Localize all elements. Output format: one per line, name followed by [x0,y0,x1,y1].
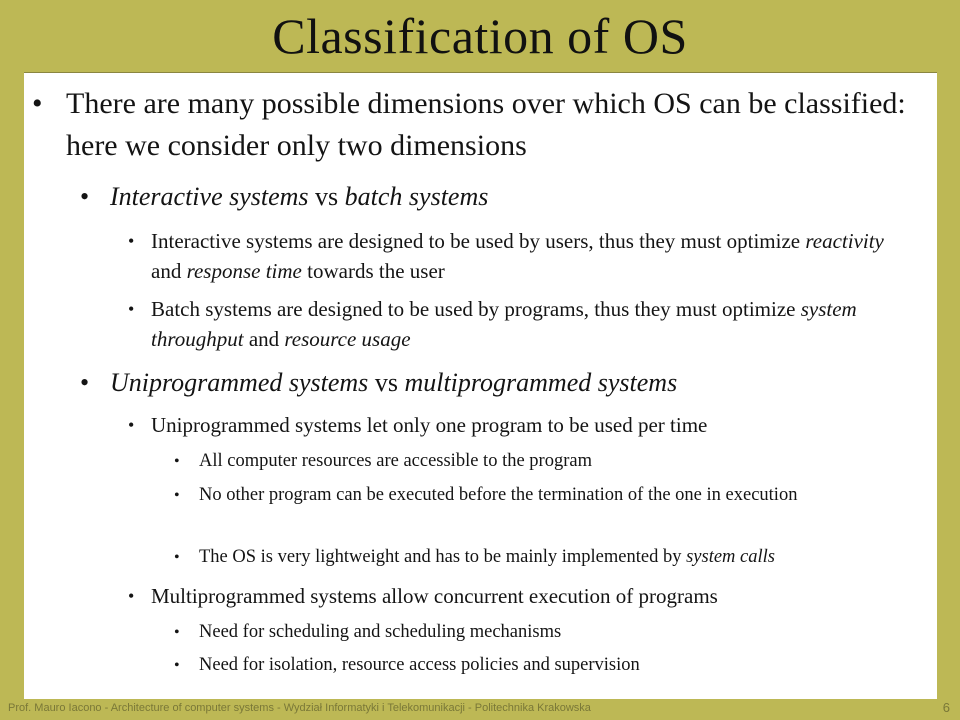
bullet-interactive-vs-batch [80,180,900,214]
slide-footer: Prof. Mauro Iacono - Architecture of computer systems - Wydział Informatyki i Telekomunikacji - Politechnika Krakowska [8,702,591,714]
bullet-text: Need for isolation, resource access policies and supervision [199,655,640,675]
text-part: Interactive systems are designed to be used by users, thus they must optimize [151,229,806,253]
term-reactivity: reactivity [805,229,884,253]
bullet-text: Multiprogrammed systems allow concurrent execution of programs [151,584,718,608]
term-system-throughput: system throughput [151,297,857,351]
bullet-dot-icon: • [32,87,43,120]
vs-text: vs [308,182,345,211]
term-uniprogrammed-systems: Uniprogrammed systems [110,368,369,397]
bullet-multi-sub2 [174,652,929,679]
bullet-interactive-desc [128,226,918,286]
vs-text: vs [368,368,405,397]
bullet-multi-sub1 [174,619,929,646]
term-system-calls: system calls [686,547,775,567]
bullet-dot-icon: • [174,453,180,470]
bullet-uni-sub1 [174,448,929,475]
bullet-dot-icon: • [80,368,90,397]
bullet-uni-vs-multi [80,366,920,400]
bullet-text: All computer resources are accessible to the program [199,451,592,471]
bullet-intro [32,83,912,167]
text-part: towards the user [301,259,445,283]
term-resource-usage: resource usage [284,327,411,351]
slide-title: Classification of OS [272,8,688,64]
bullet-text: Uniprogrammed systems let only one program to be used per time [151,413,708,437]
bullet-text: Need for scheduling and scheduling mechanisms [199,622,562,642]
term-interactive-systems: Interactive systems [110,182,309,211]
bullet-dot-icon: • [174,549,180,566]
bullet-dot-icon: • [128,415,135,435]
bullet-uni-sub3 [174,544,936,571]
term-batch-systems: batch systems [344,182,489,211]
bullet-dot-icon: • [174,624,180,641]
bullet-dot-icon: • [128,586,135,606]
bullet-dot-icon: • [128,231,135,251]
term-multiprogrammed-systems: multiprogrammed systems [404,368,678,397]
content-panel [24,72,937,699]
bullet-batch-desc [128,294,918,354]
text-part: and [151,259,187,283]
term-response-time: response time [186,259,302,283]
bullet-uni-sub2 [174,482,894,509]
text-part: The OS is very lightweight and has to be mainly implemented by [199,547,687,567]
bullet-text: No other program can be executed before the termination of the one in execution [199,485,798,505]
bullet-uni-desc [128,410,928,440]
bullet-dot-icon: • [128,299,135,319]
text-part: and [243,327,285,351]
bullet-dot-icon: • [80,182,90,211]
page-number: 6 [942,700,950,715]
bullet-dot-icon: • [174,657,180,674]
bullet-dot-icon: • [174,487,180,504]
text-part: Batch systems are designed to be used by programs, thus they must optimize [151,297,801,321]
bullet-text: There are many possible dimensions over which OS can be classified: here we consider only two dimensions [66,87,906,162]
bullet-multi-desc [128,581,928,611]
